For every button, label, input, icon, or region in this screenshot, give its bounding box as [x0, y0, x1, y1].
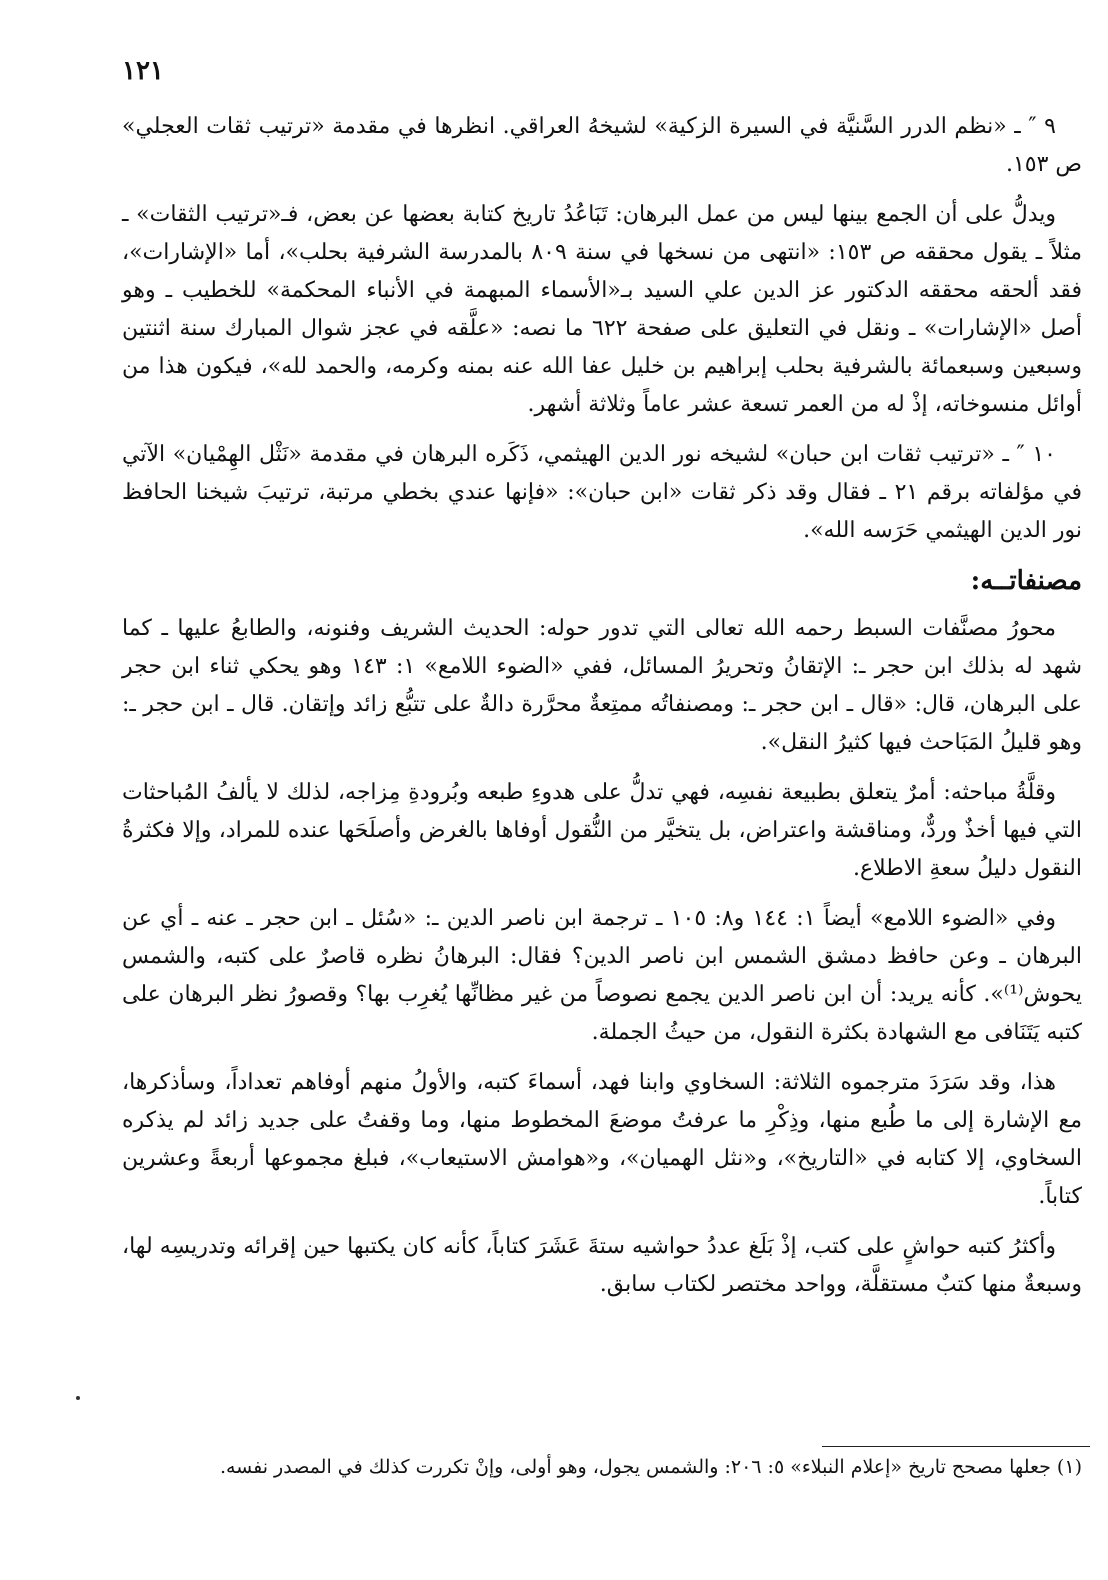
paragraph-daw-lami: وفي «الضوء اللامع» أيضاً ١: ١٤٤ و٨: ١٠٥ ـ ترجمة ابن ناصر الدين ـ: «سُئل ـ ابن حجر ـ عنه ـ أي عن البرهان ـ وعن حافظ دمشق الشمس ابن ناصر الدين؟ فقال: البرهانُ نظره قاصرٌ على كتبه، والشمس يحوش⁽¹⁾». كأنه يريد: أن ابن ناصر الدين يجمع نصوصاً من غير مظانِّها يُغرِب بها؟ وقصورُ نظر البرهان على كتبه يَتَنَافى مع الشهادة بكثرة النقول، من حيثُ الجملة.	[122, 906, 1082, 1045]
section-heading: مصنفاتــه:	[970, 566, 1082, 596]
paragraph-glosses: وأكثرُ كتبه حواشٍ على كتب، إذْ بَلَغ عددُ حواشيه ستةَ عَشَرَ كتاباً، كأنه كان يكتبها حين إقرائه وتدريسِه لها، وسبعةٌ منها كتبٌ مستقلَّة، وواحد مختصر لكتاب سابق.	[122, 1234, 1082, 1297]
paragraph-few-discussions: وقلَّةُ مباحثه: أمرٌ يتعلق بطبيعة نفسِه، فهي تدلُّ على هدوءِ طبعه وبُرودةِ مِزاجه، لذلك لا يألفُ المُباحثات التي فيها أخذٌ وردٌّ، ومناقشة واعتراض، بل يتخيَّر من النُّقول أوفاها بالغرض وأصلَحَها عنده للمراد، وإلا فكثرةُ النقول دليلُ سعةِ الاطلاع.	[122, 780, 1082, 881]
footnote-divider	[822, 1446, 1090, 1447]
margin-mark	[76, 1396, 80, 1400]
paragraph-item-10: ١٠ ″ ـ «ترتيب ثقات ابن حبان» لشيخه نور الدين الهيثمي، ذَكَره البرهان في مقدمة «نَثْل الهِمْيان» الآتي في مؤلفاته برقم ٢١ ـ فقال وقد ذكر ثقات «ابن حبان»: «فإنها عندي بخطي مرتبة، ترتيبَ شيخنا الحافظ نور الدين الهيثمي حَرَسه الله».	[122, 442, 1082, 543]
paragraph-works-focus: محورُ مصنَّفات السبط رحمه الله تعالى التي تدور حوله: الحديث الشريف وفنونه، والطابعُ عليها ـ كما شهد له بذلك ابن حجر ـ: الإتقانُ وتحريرُ المسائل، ففي «الضوء اللامع» ١: ١٤٣ وهو يحكي ثناء ابن حجر على البرهان، قال: «قال ـ ابن حجر ـ: ومصنفاتُه ممتِعةٌ محرَّرة دالةٌ على تتبُّع زائد وإتقان. قال ـ ابن حجر ـ: وهو قليلُ المَبَاحث فيها كثيرُ النقل».	[122, 616, 1082, 755]
page-body	[122, 108, 1082, 1316]
paragraph-dating-evidence: ويدلُّ على أن الجمع بينها ليس من عمل البرهان: تَبَاعُدُ تاريخ كتابة بعضها عن بعض، فـ«ترتيب الثقات» ـ مثلاً ـ يقول محققه ص ١٥٣: «انتهى من نسخها في سنة ٨٠٩ بالمدرسة الشرفية بحلب»، أما «الإشارات»، فقد ألحقه محققه الدكتور عز الدين علي السيد بـ«الأسماء المبهمة في الأنباء المحكمة» للخطيب ـ وهو أصل «الإشارات» ـ ونقل في التعليق على صفحة ٦٢٢ ما نصه: «علَّقه في عجز شوال المبارك سنة اثنتين وسبعين وسبعمائة بالشرفية بحلب إبراهيم بن خليل عفا الله عنه بمنه وكرمه، والحمد لله»، فيكون هذا من أوائل منسوخاته، إذْ له من العمر تسعة عشر عاماً وثلاثة أشهر.	[122, 202, 1083, 417]
paragraph-biographers: هذا، وقد سَرَدَ مترجموه الثلاثة: السخاوي وابنا فهد، أسماءَ كتبه، والأولُ منهم أوفاهم تعداداً، وسأذكرها، مع الإشارة إلى ما طُبع منها، وذِكْرِ ما عرفتُ موضعَ المخطوط منها، وما وقفتُ على جديد زائد لم يذكره السخاوي، إلا كتابه في «التاريخ»، و«نثل الهميان»، و«هوامش الاستيعاب»، فبلغ مجموعها أربعةً وعشرين كتاباً.	[122, 1070, 1082, 1209]
paragraph-item-9: ٩ ″ ـ «نظم الدرر السَّنيَّة في السيرة الزكية» لشيخهُ العراقي. انظرها في مقدمة «ترتيب ثقات العجلي» ص ١٥٣.	[122, 114, 1082, 177]
page-number: ١٢١	[122, 56, 164, 86]
footnote: (١) جعلها مصحح تاريخ «إعلام النبلاء» ٥: ٢٠٦: والشمس يجول، وهو أولى، وإنْ تكررت كذلك في المصدر نفسه.	[219, 1456, 1082, 1478]
